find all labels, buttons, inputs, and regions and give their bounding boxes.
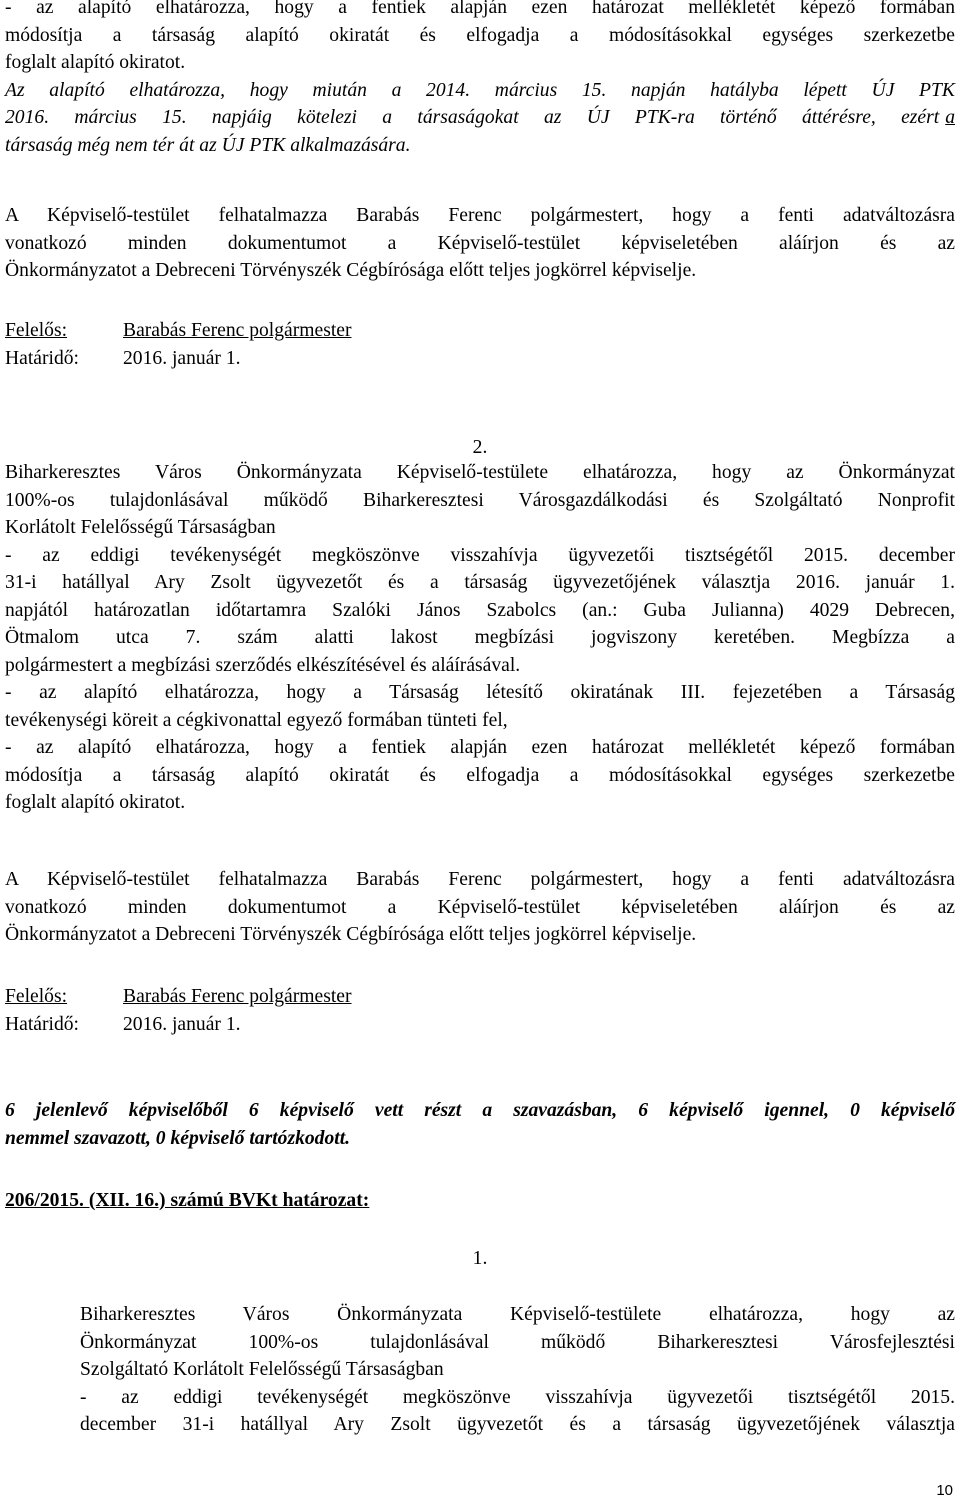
text-line: Ötmalom utca 7. szám alatti lakost megbízási jogviszony keretében. Megbízza a bbox=[5, 627, 955, 648]
text-line: polgármestert a megbízási szerződés elkészítésével és aláírásával. bbox=[5, 654, 521, 676]
text-line: 31-i hatállyal Ary Zsolt ügyvezetőt és a társaság ügyvezetőjének választja 2016. január 1. bbox=[5, 572, 955, 593]
resolution-title: 206/2015. (XII. 16.) számú BVKt határozat: bbox=[5, 1190, 370, 1211]
text-line: módosítja a társaság alapító okiratát és elfogadja a módosításokkal egységes szerkezetbe bbox=[5, 764, 955, 786]
hatarido-value: 2016. január 1. bbox=[123, 347, 241, 369]
authorization-paragraph bbox=[5, 202, 955, 285]
italic-line: társaság még nem tér át az ÚJ PTK alkalmazására. bbox=[5, 134, 411, 156]
text-line: Önkormányzatot a Debreceni Törvényszék Cégbírósága előtt teljes jogkörrel képviselje. bbox=[5, 260, 697, 281]
text-line: - az eddigi tevékenységét megköszönve visszahívja ügyvezetői tisztségétől 2015. december bbox=[5, 544, 955, 566]
text-line: A Képviselő-testület felhatalmazza Barabás Ferenc polgármestert, hogy a fenti adatváltozásra bbox=[5, 205, 955, 226]
felelos-label: Felelős: bbox=[5, 986, 68, 1007]
text-line: foglalt alapító okiratot. bbox=[5, 52, 186, 73]
resolution-title-block bbox=[5, 1187, 955, 1215]
resolution-number-block bbox=[5, 1245, 955, 1273]
text-line: - az eddigi tevékenységét megköszönve visszahívja ügyvezetői tisztségétől 2015. bbox=[80, 1386, 955, 1408]
felelos-line bbox=[5, 983, 955, 1011]
hatarido-line bbox=[5, 1011, 955, 1039]
responsibility-block-2 bbox=[5, 983, 955, 1038]
hatarido-label: Határidő: bbox=[5, 1013, 79, 1035]
felelos-line bbox=[5, 317, 955, 345]
text-line: Korlátolt Felelősségű Társaságban bbox=[5, 517, 276, 538]
section-2-paragraph bbox=[5, 459, 955, 817]
text-line: Önkormányzatot a Debreceni Törvényszék Cégbírósága előtt teljes jogkörrel képviselje. bbox=[5, 924, 697, 945]
text-line: - az alapító elhatározza, hogy a fentiek alapján ezen határozat mellékletét képező formában bbox=[5, 737, 955, 758]
section-number bbox=[5, 434, 955, 462]
text-line: A Képviselő-testület felhatalmazza Barabás Ferenc polgármestert, hogy a fenti adatváltozásra bbox=[5, 869, 955, 890]
felelos-value: Barabás Ferenc polgármester bbox=[123, 320, 352, 341]
text-line: - az alapító elhatározza, hogy a Társaság létesítő okiratának III. fejezetében a Társaság bbox=[5, 682, 955, 703]
vote-line: 6 jelenlevő képviselőből 6 képviselő vett részt a szavazásban, 6 képviselő igennel, 0 képviselő bbox=[5, 1100, 955, 1121]
responsibility-block bbox=[5, 317, 955, 372]
vote-result bbox=[5, 1097, 955, 1152]
text-line: napjától határozatlan időtartamra Szalóki János Szabolcs (an.: Guba Julianna) 4029 Debrecen, bbox=[5, 599, 955, 621]
italic-line-main: 2016. március 15. napjáig kötelezi a társaságokat az ÚJ PTK-ra történő áttérésre, ezért bbox=[5, 107, 940, 128]
text-line: Biharkeresztes Város Önkormányzata Képviselő-testülete elhatározza, hogy az bbox=[80, 1304, 955, 1325]
hatarido-line bbox=[5, 345, 955, 373]
text-line: vonatkozó minden dokumentumot a Képviselő-testület képviseletében aláírjon és az bbox=[5, 232, 955, 254]
felelos-value: Barabás Ferenc polgármester bbox=[123, 986, 352, 1007]
vote-line: nemmel szavazott, 0 képviselő tartózkodott. bbox=[5, 1127, 351, 1149]
italic-line-end: a bbox=[945, 107, 955, 128]
section-number-text: 2. bbox=[472, 437, 488, 458]
text-line: Önkormányzat 100%-os tulajdonlásával működő Biharkeresztesi Városfejlesztési bbox=[80, 1331, 955, 1353]
felelos-label: Felelős: bbox=[5, 320, 68, 341]
authorization-paragraph-2 bbox=[5, 866, 955, 949]
text-line: vonatkozó minden dokumentumot a Képviselő-testület képviseletében aláírjon és az bbox=[5, 896, 955, 918]
text-line: 100%-os tulajdonlásával működő Biharkeresztesi Városgazdálkodási és Szolgáltató Nonprofit bbox=[5, 489, 955, 511]
text-line: módosítja a társaság alapító okiratát és elfogadja a módosításokkal egységes szerkezetbe bbox=[5, 24, 955, 46]
italic-line: Az alapító elhatározza, hogy miután a 2014. március 15. napján hatályba lépett ÚJ PTK bbox=[5, 79, 955, 101]
text-line: - az alapító elhatározza, hogy a fentiek alapján ezen határozat mellékletét képező formában bbox=[5, 0, 955, 18]
resolution-number: 1. bbox=[472, 1248, 488, 1269]
page-number: 10 bbox=[936, 1482, 953, 1499]
text-line: tevékenységi köreit a cégkivonattal egyező formában tünteti fel, bbox=[5, 709, 508, 731]
text-line: Szolgáltató Korlátolt Felelősségű Társaságban bbox=[80, 1359, 444, 1380]
text-line: december 31-i hatállyal Ary Zsolt ügyvezetőt és a társaság ügyvezetőjének választja bbox=[80, 1414, 955, 1435]
hatarido-label: Határidő: bbox=[5, 347, 79, 369]
text-line: foglalt alapító okiratot. bbox=[5, 792, 186, 813]
resolution-paragraph bbox=[80, 1301, 955, 1439]
italic-line bbox=[5, 104, 955, 132]
top-paragraph bbox=[5, 0, 955, 159]
hatarido-value: 2016. január 1. bbox=[123, 1013, 241, 1035]
text-line: Biharkeresztes Város Önkormányzata Képviselő-testülete elhatározza, hogy az Önkormányzat bbox=[5, 462, 955, 483]
